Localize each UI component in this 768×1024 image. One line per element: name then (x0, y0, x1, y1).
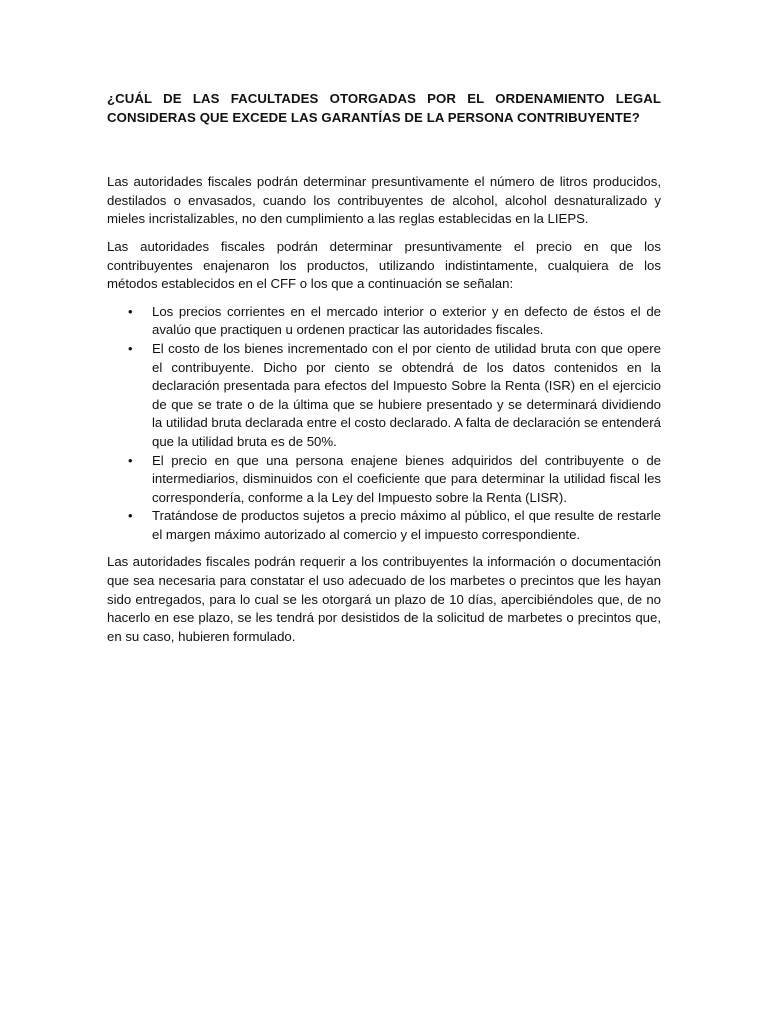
document-heading: ¿CUÁL DE LAS FACULTADES OTORGADAS POR EL ORDENAMIENTO LEGAL CONSIDERAS QUE EXCEDE LAS GARANTÍAS DE LA PERSONA CONTRIBUYENTE? (107, 91, 661, 125)
bullet-icon: • (128, 340, 133, 356)
list-item (107, 452, 661, 508)
document-page (107, 90, 661, 655)
bullet-icon: • (128, 303, 133, 319)
list-item (107, 303, 661, 340)
list-item-text: El costo de los bienes incrementado con el por ciento de utilidad bruta con que opere el contribuyente. Dicho por ciento se obtendrá de los datos contenidos en la declaración presentada para efectos del Impuesto Sobre la Renta (ISR) en el ejercicio de que se trate o de la última que se hubiere presentado y se determinará dividiendo la utilidad bruta declarada entre el costo declarado. A falta de declaración se entenderá que la utilidad bruta es de 50%. (152, 340, 661, 449)
list-item-text: Los precios corrientes en el mercado interior o exterior y en defecto de éstos el de avalúo que practiquen u ordenen practicar las autoridades fiscales. (152, 303, 661, 338)
paragraph-2: Las autoridades fiscales podrán determinar presuntivamente el precio en que los contribuyentes enajenaron los productos, utilizando indistintamente, cualquiera de los métodos establecidos en el CFF o los que a continuación se señalan: (107, 238, 661, 292)
list-item (107, 507, 661, 544)
bullet-icon: • (128, 508, 133, 524)
list-item-text: Tratándose de productos sujetos a precio máximo al público, el que resulte de restarle el margen máximo autorizado al comercio y el impuesto correspondiente. (152, 508, 661, 542)
list-item-text: El precio en que una persona enajene bienes adquiridos del contribuyente o de intermediarios, disminuidos con el coeficiente que para determinar la utilidad fiscal les correspondería, conforme a la Ley del Impuesto sobre la Renta (LISR). (152, 452, 661, 505)
bullet-list (107, 303, 661, 545)
paragraph-1: Las autoridades fiscales podrán determinar presuntivamente el número de litros producidos, destilados o envasados, cuando los contribuyentes de alcohol, alcohol desnaturalizado y mieles incristalizables, no den cumplimiento a las reglas establecidas en la LIEPS. (107, 174, 661, 227)
bullet-icon: • (128, 452, 133, 468)
paragraph-3: Las autoridades fiscales podrán requerir a los contribuyentes la información o documentación que sea necesaria para constatar el uso adecuado de los marbetes o precintos que les hayan sido entregados, para lo cual se les otorgará un plazo de 10 días, apercibiéndoles que, de no hacerlo en ese plazo, se les tendrá por desistidos de la solicitud de marbetes o precintos que, en su caso, hubieren formulado. (107, 554, 661, 644)
list-item (107, 340, 661, 452)
